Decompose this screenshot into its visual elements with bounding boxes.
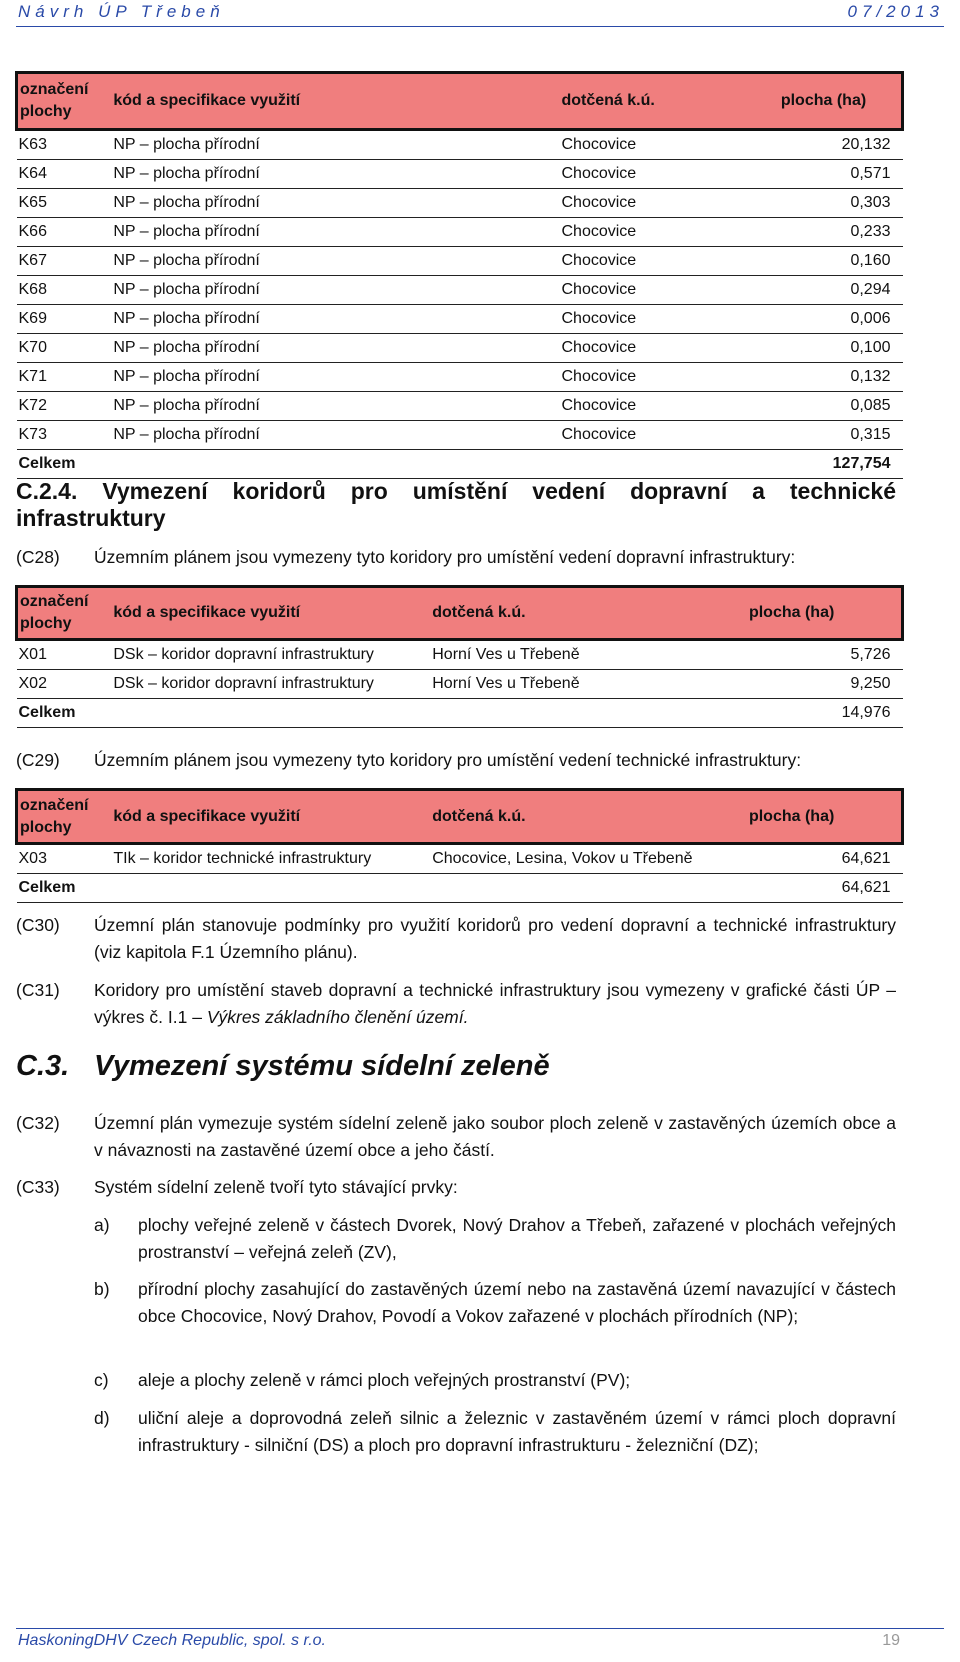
cell-area: 0,571 <box>761 160 903 189</box>
paragraph-c33 <box>16 1174 896 1201</box>
table-row <box>17 130 903 160</box>
table-row <box>17 363 903 392</box>
cell-code: NP – plocha přírodní <box>113 276 561 305</box>
cell-cadastral: Chocovice <box>561 305 760 334</box>
empty-cell <box>113 450 561 479</box>
table-body <box>17 640 903 728</box>
col-header-id: označení plochy <box>17 790 114 844</box>
cell-code: NP – plocha přírodní <box>113 160 561 189</box>
paragraph-text-main: Koridory pro umístění staveb dopravní a technické infrastruktury jsou vymezeny v grafické části ÚP – výkres č. I.1 – <box>94 980 896 1027</box>
page-header <box>0 0 960 28</box>
total-label: Celkem <box>17 874 114 903</box>
table-transport-corridors <box>15 585 904 728</box>
cell-cadastral: Chocovice <box>561 392 760 421</box>
empty-cell <box>113 699 432 728</box>
table-row <box>17 276 903 305</box>
empty-cell <box>432 874 749 903</box>
col-header-cadastral: dotčená k.ú. <box>561 73 760 130</box>
col-header-id: označení plochy <box>17 73 114 130</box>
cell-code: NP – plocha přírodní <box>113 189 561 218</box>
empty-cell <box>113 874 432 903</box>
cell-cadastral: Chocovice, Lesina, Vokov u Třebeně <box>432 844 749 874</box>
paragraph-number: (C28) <box>16 547 60 567</box>
cell-area: 5,726 <box>749 640 903 670</box>
cell-area: 9,250 <box>749 670 903 699</box>
total-value: 14,976 <box>749 699 903 728</box>
list-marker: a) <box>94 1215 110 1235</box>
cell-id: K65 <box>17 189 114 218</box>
table-body <box>17 130 903 479</box>
cell-id: K73 <box>17 421 114 450</box>
cell-code: NP – plocha přírodní <box>113 305 561 334</box>
paragraph-c28 <box>16 544 896 571</box>
cell-id: K69 <box>17 305 114 334</box>
cell-cadastral: Chocovice <box>561 247 760 276</box>
paragraph-number: (C33) <box>16 1177 60 1197</box>
cell-id: K70 <box>17 334 114 363</box>
cell-id: K63 <box>17 130 114 160</box>
empty-cell <box>432 699 749 728</box>
table-row <box>17 218 903 247</box>
cell-cadastral: Horní Ves u Třebeně <box>432 640 749 670</box>
cell-cadastral: Chocovice <box>561 218 760 247</box>
paragraph-text: Územní plán vymezuje systém sídelní zeleně jako soubor ploch zeleně v zastavěných územích obce a v návaznosti na zastavěné území obce a jeho částí. <box>94 1113 896 1160</box>
cell-code: NP – plocha přírodní <box>113 218 561 247</box>
table-nature-areas <box>15 71 904 479</box>
cell-code: NP – plocha přírodní <box>113 130 561 160</box>
total-value: 127,754 <box>761 450 903 479</box>
table-row <box>17 189 903 218</box>
col-header-area: plocha (ha) <box>749 587 903 640</box>
col-header-code: kód a specifikace využití <box>113 790 432 844</box>
table-header-row <box>17 587 903 640</box>
header-divider <box>16 26 944 27</box>
cell-area: 0,160 <box>761 247 903 276</box>
cell-area: 0,303 <box>761 189 903 218</box>
cell-area: 0,132 <box>761 363 903 392</box>
paragraph-text: Územním plánem jsou vymezeny tyto koridory pro umístění vedení technické infrastruktury: <box>94 750 802 770</box>
paragraph-c31 <box>16 977 896 1031</box>
paragraph-c30 <box>16 912 896 966</box>
paragraph-text <box>94 977 896 1031</box>
cell-cadastral: Chocovice <box>561 421 760 450</box>
cell-id: X03 <box>17 844 114 874</box>
cell-code: TIk – koridor technické infrastruktury <box>113 844 432 874</box>
list-marker: d) <box>94 1408 110 1428</box>
cell-id: K71 <box>17 363 114 392</box>
table-row <box>17 392 903 421</box>
cell-code: DSk – koridor dopravní infrastruktury <box>113 640 432 670</box>
list-item <box>94 1276 896 1357</box>
cell-area: 0,315 <box>761 421 903 450</box>
section-title: Vymezení systému sídelní zeleně <box>94 1050 550 1082</box>
col-header-area: plocha (ha) <box>761 73 903 130</box>
cell-id: X01 <box>17 640 114 670</box>
col-header-code: kód a specifikace využití <box>113 587 432 640</box>
list-text: přírodní plochy zasahující do zastavěných území nebo na zastavěná území navazující v částech obce Chocovice, Nový Drahov, Povodí a Vokov zařazené v plochách přírodních (NP); <box>138 1279 896 1326</box>
cell-id: K66 <box>17 218 114 247</box>
paragraph-number: (C29) <box>16 750 60 770</box>
paragraph-text: Systém sídelní zeleně tvoří tyto stávající prvky: <box>94 1177 458 1197</box>
list-text: plochy veřejné zeleně v částech Dvorek, Nový Drahov a Třebeň, zařazené v plochách veřejných prostranství – veřejná zeleň (ZV), <box>138 1215 896 1262</box>
table-header-row <box>17 73 903 130</box>
total-value: 64,621 <box>749 874 903 903</box>
cell-area: 0,100 <box>761 334 903 363</box>
table-row <box>17 334 903 363</box>
total-label: Celkem <box>17 450 114 479</box>
cell-cadastral: Chocovice <box>561 130 760 160</box>
list-item <box>94 1212 896 1266</box>
cell-id: K67 <box>17 247 114 276</box>
paragraph-number: (C30) <box>16 915 60 935</box>
section-heading-c3 <box>16 1050 896 1086</box>
cell-area: 0,085 <box>761 392 903 421</box>
cell-cadastral: Chocovice <box>561 334 760 363</box>
paragraph-number: (C32) <box>16 1113 60 1133</box>
table-total-row <box>17 699 903 728</box>
table-header-row <box>17 790 903 844</box>
table-row <box>17 305 903 334</box>
section-heading-c24 <box>16 478 896 532</box>
table-row <box>17 640 903 670</box>
list-item <box>94 1405 896 1486</box>
cell-cadastral: Chocovice <box>561 363 760 392</box>
list-marker: c) <box>94 1370 109 1390</box>
paragraph-text: Územní plán stanovuje podmínky pro využití koridorů pro vedení dopravní a technické infrastruktury (viz kapitola F.1 Územního plánu). <box>94 915 896 962</box>
page-number: 19 <box>882 1632 900 1649</box>
empty-cell <box>561 450 760 479</box>
cell-area: 64,621 <box>749 844 903 874</box>
cell-area: 0,233 <box>761 218 903 247</box>
paragraph-c29 <box>16 747 896 774</box>
section-title: Vymezení koridorů pro umístění vedení dopravní a technické infrastruktury <box>16 478 897 531</box>
document-title: Návrh ÚP Třebeň <box>18 2 225 21</box>
cell-cadastral: Chocovice <box>561 189 760 218</box>
list-text: aleje a plochy zeleně v rámci ploch veřejných prostranství (PV); <box>138 1370 631 1390</box>
drawing-reference: Výkres základního členění území. <box>206 1007 469 1027</box>
cell-code: NP – plocha přírodní <box>113 363 561 392</box>
cell-code: NP – plocha přírodní <box>113 392 561 421</box>
paragraph-number: (C31) <box>16 980 60 1000</box>
cell-id: K64 <box>17 160 114 189</box>
list-marker: b) <box>94 1279 110 1299</box>
cell-code: NP – plocha přírodní <box>113 247 561 276</box>
col-header-area: plocha (ha) <box>749 790 903 844</box>
table-body <box>17 844 903 903</box>
table-row <box>17 160 903 189</box>
col-header-code: kód a specifikace využití <box>113 73 561 130</box>
cell-code: NP – plocha přírodní <box>113 421 561 450</box>
list-text: uliční aleje a doprovodná zeleň silnic a železnic v zastavěném území v rámci ploch dopravní infrastruktury - silniční (DS) a ploch pro dopravní infrastrukturu - železniční (DZ); <box>138 1408 896 1455</box>
cell-area: 20,132 <box>761 130 903 160</box>
section-number: C.2.4. <box>16 478 78 504</box>
table-row <box>17 421 903 450</box>
table-total-row <box>17 450 903 479</box>
cell-cadastral: Horní Ves u Třebeně <box>432 670 749 699</box>
footer-divider <box>16 1628 944 1629</box>
total-label: Celkem <box>17 699 114 728</box>
col-header-cadastral: dotčená k.ú. <box>432 790 749 844</box>
footer-company: HaskoningDHV Czech Republic, spol. s r.o. <box>18 1632 326 1649</box>
table-row <box>17 247 903 276</box>
document-date: 07/2013 <box>847 2 944 21</box>
table-total-row <box>17 874 903 903</box>
col-header-id: označení plochy <box>17 587 114 640</box>
cell-id: X02 <box>17 670 114 699</box>
cell-cadastral: Chocovice <box>561 276 760 305</box>
cell-code: NP – plocha přírodní <box>113 334 561 363</box>
cell-cadastral: Chocovice <box>561 160 760 189</box>
cell-id: K72 <box>17 392 114 421</box>
paragraph-text: Územním plánem jsou vymezeny tyto koridory pro umístění vedení dopravní infrastruktury: <box>94 547 796 567</box>
cell-area: 0,294 <box>761 276 903 305</box>
table-row <box>17 844 903 874</box>
section-number: C.3. <box>16 1050 70 1082</box>
table-row <box>17 670 903 699</box>
col-header-cadastral: dotčená k.ú. <box>432 587 749 640</box>
paragraph-c32 <box>16 1110 896 1164</box>
cell-area: 0,006 <box>761 305 903 334</box>
cell-code: DSk – koridor dopravní infrastruktury <box>113 670 432 699</box>
list-item <box>94 1367 896 1394</box>
table-technical-corridors <box>15 788 904 903</box>
cell-id: K68 <box>17 276 114 305</box>
